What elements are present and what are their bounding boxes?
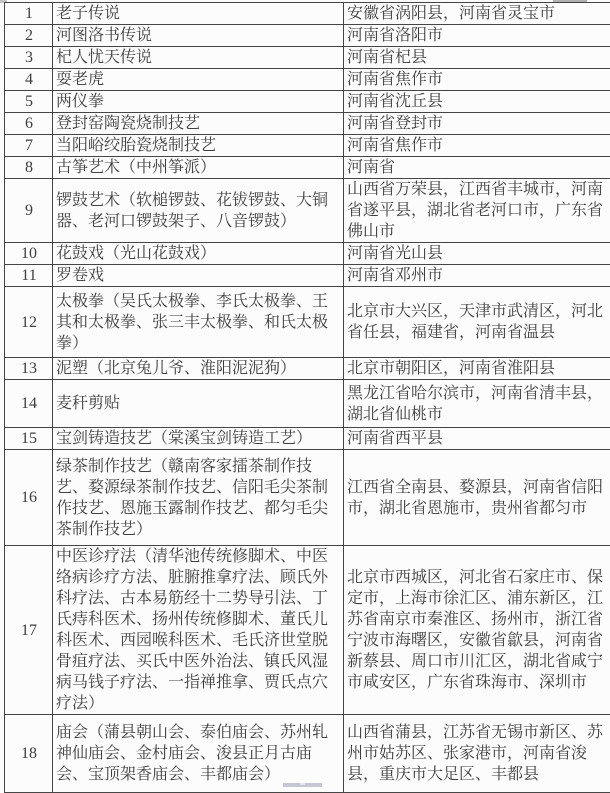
row-number-cell: 13 [5, 358, 53, 380]
row-number-cell: 7 [5, 135, 53, 157]
row-number-cell: 2 [5, 25, 53, 47]
item-name-cell: 花鼓戏（光山花鼓戏） [53, 243, 344, 265]
item-location-cell: 江西省全南县、婺源县，河南省信阳市，湖北省恩施市，贵州省都匀市 [344, 450, 610, 546]
row-number-cell: 16 [5, 450, 53, 546]
item-location-cell: 河南省西平县 [344, 428, 610, 450]
table-row [5, 358, 610, 380]
item-location-cell: 河南省光山县 [344, 243, 610, 265]
item-name-cell: 锣鼓艺术（软槌锣鼓、花钹锣鼓、大铜器、老河口锣鼓架子、八音锣鼓） [53, 179, 344, 243]
row-number-cell: 4 [5, 69, 53, 91]
table-row [5, 715, 610, 793]
table-row [5, 179, 610, 243]
scrollbar-thumb-notch [300, 783, 305, 785]
heritage-items-table [4, 2, 610, 793]
item-name-cell: 中医诊疗法（清华池传统修脚术、中医络病诊疗方法、脏腑推拿疗法、顾氏外科疗法、古本易筋经十二势导引法、丁氏痔科医术、扬州传统修脚术、董氏儿科医术、西园喉科医术、毛氏济世堂脱骨疽疗法、买氏中医外治法、镇氏风湿病马钱子疗法、一指禅推拿、贾氏点穴疗法） [53, 546, 344, 715]
item-name-cell: 耍老虎 [53, 69, 344, 91]
row-number-cell: 17 [5, 546, 53, 715]
table-row [5, 380, 610, 428]
table-row [5, 546, 610, 715]
table-row [5, 113, 610, 135]
item-location-cell: 河南省洛阳市 [344, 25, 610, 47]
item-location-cell: 河南省沈丘县 [344, 91, 610, 113]
item-location-cell: 山西省蒲县，江苏省无锡市新区、苏州市姑苏区、张家港市，河南省浚县，重庆市大足区、丰都县 [344, 715, 610, 793]
table-row [5, 243, 610, 265]
horizontal-scrollbar-thumb[interactable] [283, 783, 322, 787]
item-location-cell: 河南省 [344, 157, 610, 179]
table-row [5, 91, 610, 113]
item-name-cell: 罗卷戏 [53, 265, 344, 287]
table-row [5, 3, 610, 25]
item-name-cell: 泥塑（北京兔儿爷、淮阳泥泥狗） [53, 358, 344, 380]
row-number-cell: 14 [5, 380, 53, 428]
item-location-cell: 安徽省涡阳县，河南省灵宝市 [344, 3, 610, 25]
item-location-cell: 北京市大兴区，天津市武清区，河北省任县，福建省，河南省温县 [344, 287, 610, 358]
table-row [5, 428, 610, 450]
item-name-cell: 古筝艺术（中州筝派） [53, 157, 344, 179]
item-name-cell: 庙会（蒲县朝山会、泰伯庙会、苏州轧神仙庙会、金村庙会、浚县正月古庙会、宝顶架香庙会、丰都庙会） [53, 715, 344, 793]
row-number-cell: 12 [5, 287, 53, 358]
item-name-cell: 当阳峪绞胎瓷烧制技艺 [53, 135, 344, 157]
item-location-cell: 黑龙江省哈尔滨市，河南省清丰县，湖北省仙桃市 [344, 380, 610, 428]
item-location-cell: 河南省邓州市 [344, 265, 610, 287]
table-row [5, 69, 610, 91]
item-name-cell: 河图洛书传说 [53, 25, 344, 47]
table-row [5, 287, 610, 358]
table-row [5, 47, 610, 69]
item-name-cell: 登封窑陶瓷烧制技艺 [53, 113, 344, 135]
table-row [5, 450, 610, 546]
item-location-cell: 北京市西城区，河北省石家庄市、保定市，上海市徐汇区、浦东新区，江苏省南京市秦淮区、扬州市，浙江省宁波市海曙区，安徽省歙县，河南省新蔡县、周口市川汇区，湖北省咸宁市咸安区，广东省珠海市、深圳市 [344, 546, 610, 715]
item-location-cell: 北京市朝阳区，河南省淮阳县 [344, 358, 610, 380]
row-number-cell: 5 [5, 91, 53, 113]
row-number-cell: 8 [5, 157, 53, 179]
row-number-cell: 3 [5, 47, 53, 69]
row-number-cell: 15 [5, 428, 53, 450]
table-row [5, 157, 610, 179]
row-number-cell: 11 [5, 265, 53, 287]
row-number-cell: 1 [5, 3, 53, 25]
table-row [5, 25, 610, 47]
item-location-cell: 山西省万荣县，江西省丰城市，河南省遂平县，湖北省老河口市，广东省佛山市 [344, 179, 610, 243]
item-location-cell: 河南省焦作市 [344, 69, 610, 91]
item-location-cell: 河南省杞县 [344, 47, 610, 69]
table-row [5, 265, 610, 287]
row-number-cell: 10 [5, 243, 53, 265]
item-name-cell: 老子传说 [53, 3, 344, 25]
item-location-cell: 河南省登封市 [344, 113, 610, 135]
table-row [5, 135, 610, 157]
item-name-cell: 太极拳（吴氏太极拳、李氏太极拳、王其和太极拳、张三丰太极拳、和氏太极拳） [53, 287, 344, 358]
row-number-cell: 6 [5, 113, 53, 135]
item-name-cell: 绿茶制作技艺（赣南客家擂茶制作技艺、婺源绿茶制作技艺、信阳毛尖茶制作技艺、恩施玉露制作技艺、都匀毛尖茶制作技艺） [53, 450, 344, 546]
row-number-cell: 18 [5, 715, 53, 793]
item-name-cell: 两仪拳 [53, 91, 344, 113]
item-location-cell: 河南省焦作市 [344, 135, 610, 157]
item-name-cell: 麦秆剪贴 [53, 380, 344, 428]
row-number-cell: 9 [5, 179, 53, 243]
item-name-cell: 杞人忧天传说 [53, 47, 344, 69]
item-name-cell: 宝剑铸造技艺（棠溪宝剑铸造工艺） [53, 428, 344, 450]
